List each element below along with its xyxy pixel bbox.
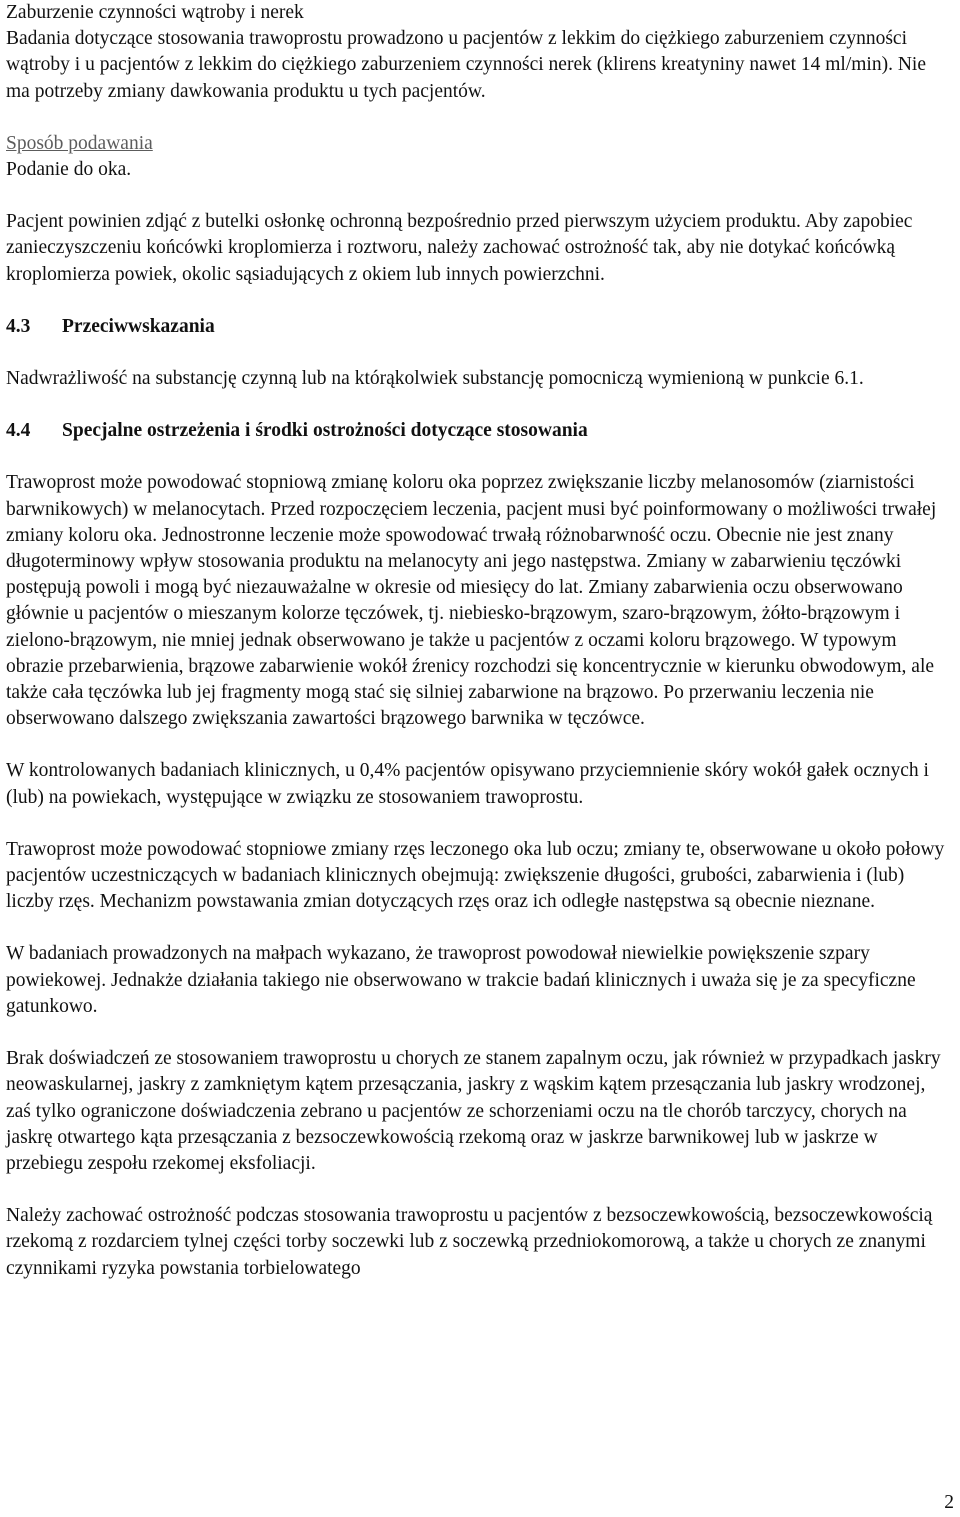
document-page	[6, 0, 952, 1282]
section-4-4-title: Specjalne ostrzeżenia i środki ostrożności dotyczące stosowania	[62, 420, 588, 442]
administration-label: Sposób podawania	[6, 132, 153, 154]
section-4-4-heading	[6, 418, 952, 444]
section-4-3-title: Przeciwwskazania	[62, 315, 215, 337]
section-4-4-paragraph-1: Trawoprost może powodować stopniową zmianę koloru oka poprzez zwiększanie liczby melanosomów (ziarnistości barwnikowych) w melanocytach. Przed rozpoczęciem leczenia, pacjent musi być poinformowany o możliwości trwałej zmiany koloru oka. Jednostronne leczenie może spowodować trwałą różnobarwność oczu. Obecnie nie jest znany długoterminowy wpływ stosowania produktu na melanocyty ani jego następstwa. Zmiany w zabarwieniu tęczówki postępują powoli i mogą być niezauważalne w okresie od miesięcy do lat. Zmiany zabarwienia oczu obserwowano głównie u pacjentów o mieszanym kolorze tęczówek, tj. niebiesko-brązowym, szaro-brązowym, żółto-brązowym i zielono-brązowym, nie mniej jednak obserwowano je także u pacjentów z oczami koloru brązowego. W typowym obrazie przebarwienia, brązowe zabarwienie wokół źrenicy rozchodzi się koncentrycznie w kierunku obwodowym, ale także cała tęczówka lub jej fragmenty mogą stać się silniej zabarwione na brązowo. Po przerwaniu leczenia nie obserwowano dalszego zwiększania zawartości brązowego barwnika w tęczówce.	[6, 472, 937, 730]
section-4-3-number: 4.3	[6, 315, 31, 337]
administration-instructions: Pacjent powinien zdjąć z butelki osłonkę ochronną bezpośrednio przed pierwszym użyciem produktu. Aby zapobiec zanieczyszczeniu końcówki kroplomierza i roztworu, należy zachować ostrożność tak, aby nie dotykać końcówką kroplomierza powiek, okolic sąsiadujących z okiem lub innych powierzchni.	[6, 211, 913, 285]
hepatic-renal-paragraph: Badania dotyczące stosowania trawoprostu prowadzono u pacjentów z lekkim do ciężkiego zaburzeniem czynności wątroby i u pacjentów z lekkim do ciężkiego zaburzeniem czynności nerek (klirens kreatyniny nawet 14 ml/min). Nie ma potrzeby zmiany dawkowania produktu u tych pacjentów.	[6, 28, 926, 102]
section-4-4-paragraph-4: W badaniach prowadzonych na małpach wykazano, że trawoprost powodował niewielkie powiększenie szpary powiekowej. Jednakże działania takiego nie obserwowano w trakcie badań klinicznych i uważa się je za specyficzne gatunkowo.	[6, 943, 916, 1017]
section-4-3-heading	[6, 314, 952, 340]
administration-heading	[6, 131, 952, 157]
section-4-4-paragraph-6: Należy zachować ostrożność podczas stosowania trawoprostu u pacjentów z bezsoczewkowością, bezsoczewkowością rzekomą z rozdarciem tylnej części torby soczewki lub z soczewką przedniokomorową, a także u chorych ze znanymi czynnikami ryzyka powstania torbielowatego	[6, 1205, 933, 1279]
section-4-4-number: 4.4	[6, 420, 31, 442]
section-4-4-paragraph-3: Trawoprost może powodować stopniowe zmiany rzęs leczonego oka lub oczu; zmiany te, obserwowane u około połowy pacjentów uczestniczących w badaniach klinicznych obejmują: zwiększenie długości, grubości, zabarwienia i (lub) liczby rzęs. Mechanizm powstawania zmian dotyczących rzęs oraz ich odległe następstwa są obecnie nieznane.	[6, 838, 945, 913]
section-4-4-paragraph-5: Brak doświadczeń ze stosowaniem trawoprostu u chorych ze stanem zapalnym oczu, jak również w przypadkach jaskry neowaskularnej, jaskry z zamkniętym kątem przesączania, jaskry z wąskim kątem przesączania lub jaskry wrodzonej, zaś tylko ograniczone doświadczenia zebrano u pacjentów ze schorzeniami oczu na tle chorób tarczycy, chorych na jaskrę otwartego kąta przesączania z bezsoczewkowością rzekomą oraz w jaskrze barwnikowej lub w jaskrze w przebiegu zespołu rzekomej eksfoliacji.	[6, 1048, 941, 1174]
administration-route: Podanie do oka.	[6, 159, 132, 181]
section-4-4-paragraph-2: W kontrolowanych badaniach klinicznych, u 0,4% pacjentów opisywano przyciemnienie skóry wokół gałek ocznych i (lub) na powiekach, występujące w związku ze stosowaniem trawoprostu.	[6, 760, 929, 808]
section-4-3-text: Nadwrażliwość na substancję czynną lub na którąkolwiek substancję pomocniczą wymienioną w punkcie 6.1.	[6, 368, 864, 390]
subsection-title: Zaburzenie czynności wątroby i nerek	[6, 2, 304, 23]
page-number: 2	[944, 1492, 954, 1513]
